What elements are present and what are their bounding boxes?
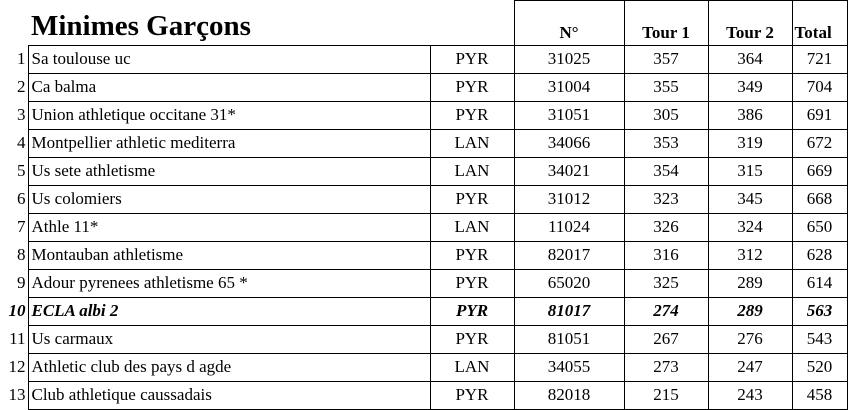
number-cell: 82017 — [514, 241, 624, 269]
table-row — [0, 185, 847, 213]
number-cell: 34055 — [514, 353, 624, 381]
club-cell: Adour pyrenees athletisme 65 * — [28, 269, 430, 297]
club-cell: Montpellier athletic mediterra — [28, 129, 430, 157]
total-cell: 458 — [792, 381, 847, 409]
club-cell: Ca balma — [28, 73, 430, 101]
total-cell: 691 — [792, 101, 847, 129]
tour1-cell: 215 — [624, 381, 708, 409]
region-cell: PYR — [430, 185, 514, 213]
tour1-cell: 326 — [624, 213, 708, 241]
number-cell: 65020 — [514, 269, 624, 297]
number-cell: 81051 — [514, 325, 624, 353]
rank-cell: 10 — [0, 297, 28, 325]
club-cell: Athletic club des pays d agde — [28, 353, 430, 381]
tour2-cell: 243 — [708, 381, 792, 409]
tour2-cell: 247 — [708, 353, 792, 381]
rank-header-cell — [0, 1, 28, 46]
region-cell: PYR — [430, 101, 514, 129]
total-cell: 563 — [792, 297, 847, 325]
tour1-cell: 353 — [624, 129, 708, 157]
club-cell: Us sete athletisme — [28, 157, 430, 185]
table-row — [0, 241, 847, 269]
table-row — [0, 45, 847, 73]
total-cell: 668 — [792, 185, 847, 213]
number-cell: 31051 — [514, 101, 624, 129]
club-cell: Us colomiers — [28, 185, 430, 213]
region-cell: PYR — [430, 269, 514, 297]
tour2-cell: 324 — [708, 213, 792, 241]
tour2-cell: 345 — [708, 185, 792, 213]
total-cell: 704 — [792, 73, 847, 101]
number-cell: 31025 — [514, 45, 624, 73]
rank-cell: 4 — [0, 129, 28, 157]
region-cell: PYR — [430, 325, 514, 353]
total-cell: 628 — [792, 241, 847, 269]
region-cell: PYR — [430, 297, 514, 325]
rank-cell: 11 — [0, 325, 28, 353]
region-cell: LAN — [430, 213, 514, 241]
club-cell: Us carmaux — [28, 325, 430, 353]
table-row — [0, 325, 847, 353]
region-cell: PYR — [430, 241, 514, 269]
tour1-cell: 357 — [624, 45, 708, 73]
region-cell: PYR — [430, 73, 514, 101]
number-cell: 31004 — [514, 73, 624, 101]
number-cell: 81017 — [514, 297, 624, 325]
club-cell: Sa toulouse uc — [28, 45, 430, 73]
tour1-header: Tour 1 — [624, 1, 708, 46]
rank-cell: 9 — [0, 269, 28, 297]
tour2-cell: 315 — [708, 157, 792, 185]
region-cell: LAN — [430, 353, 514, 381]
total-cell: 721 — [792, 45, 847, 73]
rank-cell: 12 — [0, 353, 28, 381]
tour2-cell: 349 — [708, 73, 792, 101]
tour2-cell: 364 — [708, 45, 792, 73]
number-cell: 34021 — [514, 157, 624, 185]
region-cell: LAN — [430, 129, 514, 157]
tour2-cell: 289 — [708, 269, 792, 297]
table-row — [0, 157, 847, 185]
number-cell: 34066 — [514, 129, 624, 157]
number-cell: 11024 — [514, 213, 624, 241]
table-row — [0, 353, 847, 381]
tour2-cell: 386 — [708, 101, 792, 129]
total-cell: 672 — [792, 129, 847, 157]
club-cell: Club athletique caussadais — [28, 381, 430, 409]
club-cell: Montauban athletisme — [28, 241, 430, 269]
region-cell: LAN — [430, 157, 514, 185]
tour2-header: Tour 2 — [708, 1, 792, 46]
table-row — [0, 129, 847, 157]
number-cell: 31012 — [514, 185, 624, 213]
number-cell: 82018 — [514, 381, 624, 409]
club-cell: ECLA albi 2 — [28, 297, 430, 325]
club-cell: Athle 11* — [28, 213, 430, 241]
tour1-cell: 316 — [624, 241, 708, 269]
header-row — [0, 1, 847, 46]
tour1-cell: 273 — [624, 353, 708, 381]
tour1-cell: 325 — [624, 269, 708, 297]
tour1-cell: 355 — [624, 73, 708, 101]
rank-cell: 5 — [0, 157, 28, 185]
total-header: Total — [792, 1, 847, 46]
tour2-cell: 289 — [708, 297, 792, 325]
tour1-cell: 354 — [624, 157, 708, 185]
club-cell: Union athletique occitane 31* — [28, 101, 430, 129]
tour1-cell: 267 — [624, 325, 708, 353]
tour2-cell: 319 — [708, 129, 792, 157]
table-row — [0, 213, 847, 241]
total-cell: 543 — [792, 325, 847, 353]
rank-cell: 1 — [0, 45, 28, 73]
rank-cell: 3 — [0, 101, 28, 129]
table-row — [0, 269, 847, 297]
number-header: N° — [514, 1, 624, 46]
rank-cell: 2 — [0, 73, 28, 101]
table-row — [0, 101, 847, 129]
total-cell: 520 — [792, 353, 847, 381]
results-table-body — [0, 1, 847, 410]
tour1-cell: 274 — [624, 297, 708, 325]
region-cell: PYR — [430, 381, 514, 409]
tour1-cell: 305 — [624, 101, 708, 129]
table-row — [0, 73, 847, 101]
tour1-cell: 323 — [624, 185, 708, 213]
total-cell: 614 — [792, 269, 847, 297]
total-cell: 669 — [792, 157, 847, 185]
table-row — [0, 297, 847, 325]
region-cell: PYR — [430, 45, 514, 73]
rank-cell: 13 — [0, 381, 28, 409]
rank-cell: 7 — [0, 213, 28, 241]
tour2-cell: 312 — [708, 241, 792, 269]
tour2-cell: 276 — [708, 325, 792, 353]
rank-cell: 8 — [0, 241, 28, 269]
page-title: Minimes Garçons — [31, 9, 251, 42]
rank-cell: 6 — [0, 185, 28, 213]
total-cell: 650 — [792, 213, 847, 241]
